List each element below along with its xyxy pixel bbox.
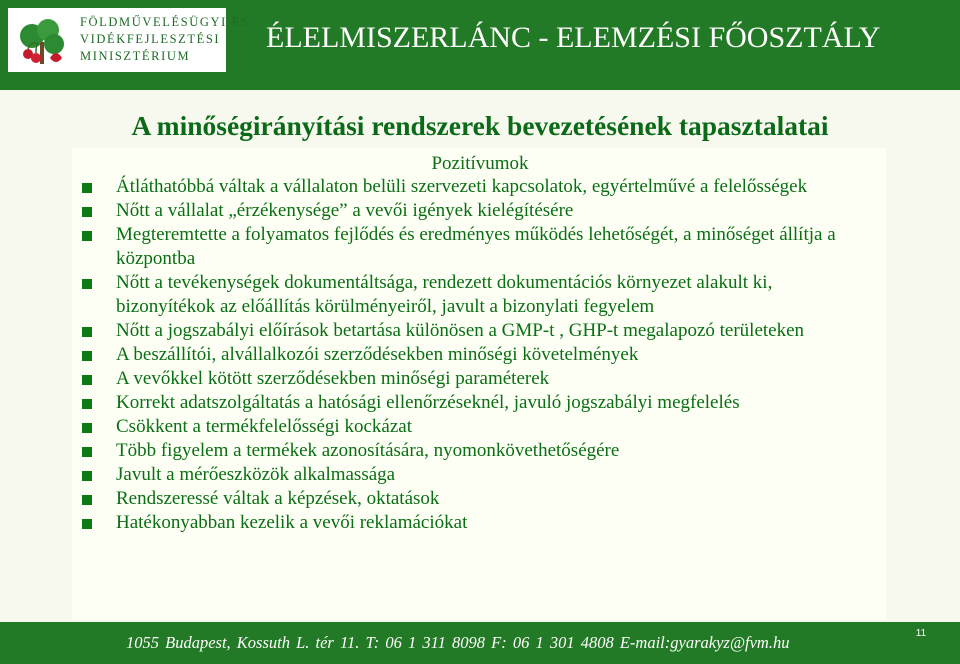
logo-line-3: MINISZTÉRIUM [80, 49, 191, 63]
square-bullet-icon [82, 279, 92, 289]
square-bullet-icon [82, 399, 92, 409]
list-item: Megteremtette a folyamatos fejlődés és eredményes működés lehetőségét, a minőséget állítja a központba [82, 223, 862, 271]
list-item: Több figyelem a termékek azonosítására, nyomonkövethetőségére [82, 439, 862, 463]
square-bullet-icon [82, 375, 92, 385]
square-bullet-icon [82, 471, 92, 481]
slide-title: A minőségirányítási rendszerek bevezetésének tapasztalatai [131, 110, 829, 141]
list-item: Rendszeressé váltak a képzések, oktatások [82, 487, 862, 511]
square-bullet-icon [82, 183, 92, 193]
bullet-list [82, 175, 862, 535]
square-bullet-icon [82, 423, 92, 433]
square-bullet-icon [82, 447, 92, 457]
ministry-logo [8, 8, 250, 72]
list-item: Javult a mérőeszközök alkalmassága [82, 463, 862, 487]
square-bullet-icon [82, 207, 92, 217]
square-bullet-icon [82, 231, 92, 241]
slide-subtitle: Pozitívumok [431, 153, 529, 174]
list-item: A beszállítói, alvállalkozói szerződésekben minőségi követelmények [82, 343, 862, 367]
contact-info: 1055 Budapest, Kossuth L. tér 11. T: 06 1 311 8098 F: 06 1 301 4808 E-mail:gyarakyz@fvm.hu [126, 633, 790, 652]
list-item: A vevőkkel kötött szerződésekben minőségi paraméterek [82, 367, 862, 391]
logo-line-1: FÖLDMŰVELÉSÜGYI ÉS [80, 15, 250, 29]
list-item: Nőtt a vállalat „érzékenysége” a vevői igények kielégítésére [82, 199, 862, 223]
list-item: Nőtt a jogszabályi előírások betartása különösen a GMP-t , GHP-t megalapozó területeken [82, 319, 862, 343]
list-item: Csökkent a termékfelelősségi kockázat [82, 415, 862, 439]
list-item: Korrekt adatszolgáltatás a hatósági ellenőrzéseknél, javuló jogszabályi megfelelés [82, 391, 862, 415]
square-bullet-icon [82, 327, 92, 337]
page-number: 11 [915, 628, 927, 639]
list-item: Átláthatóbbá váltak a vállalaton belüli szervezeti kapcsolatok, egyértelművé a felelősségek [82, 175, 862, 199]
list-item: Nőtt a tevékenységek dokumentáltsága, rendezett dokumentációs környezet alakult ki, bizonyítékok az előállítás körülményeiről, javult a bizonylati fegyelem [82, 271, 862, 319]
logo-line-2: VIDÉKFEJLESZTÉSI [80, 32, 221, 46]
list-item: Hatékonyabban kezelik a vevői reklamációkat [82, 511, 862, 535]
header-bar [0, 0, 960, 90]
cherry-tree-icon [14, 14, 70, 70]
department-title: ÉLELMISZERLÁNC - ELEMZÉSI FŐOSZTÁLY [266, 21, 881, 54]
square-bullet-icon [82, 519, 92, 529]
footer-bar [0, 622, 960, 664]
square-bullet-icon [82, 495, 92, 505]
square-bullet-icon [82, 351, 92, 361]
